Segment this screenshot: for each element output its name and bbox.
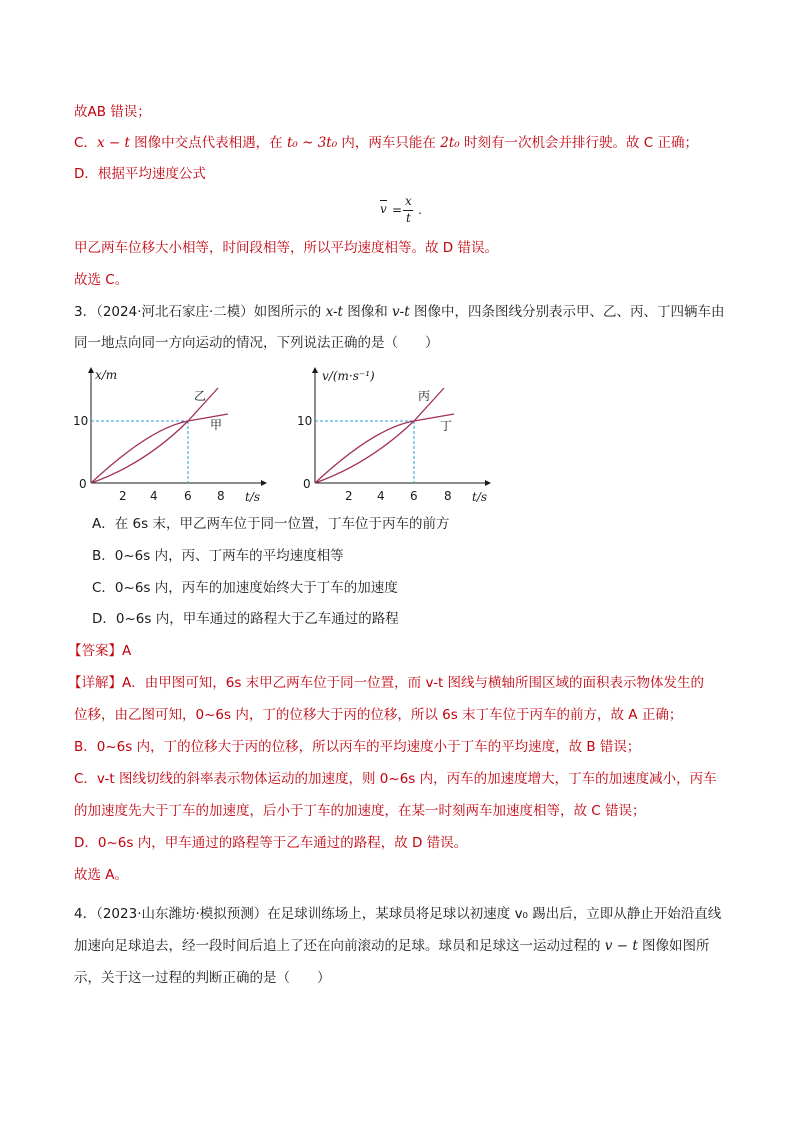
xt-y-10-label: 10 [73,414,89,428]
vt-tick-6: 6 [410,489,418,503]
vt-x-label: t/s [472,490,488,504]
vt-tick-2: 2 [345,489,353,503]
xt-tick-4: 4 [150,489,158,503]
prev-line-2: C．x − t 图像中交点代表相遇，在 t₀ ~ 3t₀ 内，两车只能在 2t₀ 时刻有一次机会并排行驶。故 C 正确； [74,135,698,151]
vt-curve-ding [315,414,454,483]
prev-line-4: 甲乙两车位移大小相等，时间段相等，所以平均速度相等。故 D 错误。 [74,240,498,256]
q3-conclusion: 故选 A。 [74,867,129,883]
prev-line-3: D．根据平均速度公式 [74,166,206,182]
q3-detail-line-3: B．0~6s 内，丁的位移大于丙的位移，所以丙车的平均速度小于丁车的平均速度，故 B 错误； [74,739,641,755]
q3-detail-line-5: 的加速度先大于丁车的加速度，后小于丁车的加速度，在某一时刻两车加速度相等，故 C 错误； [74,803,646,819]
q3-option-b: B．0~6s 内，丙、丁两车的平均速度相等 [92,548,344,564]
q4-line-3: 示，关于这一过程的判断正确的是（ ） [74,970,331,986]
vt-y-10-label: 10 [297,414,313,428]
xt-tick-2: 2 [119,489,127,503]
q3-detail-line-6: D．0~6s 内，甲车通过的路程等于乙车通过的路程，故 D 错误。 [74,835,468,851]
average-velocity-formula: v = x t . [380,194,422,225]
xt-curve-jia [91,414,228,483]
q3-answer: 【答案】A [68,643,132,659]
prev-line-5: 故选 C。 [74,272,129,288]
q3-option-a: A．在 6s 末，甲乙两车位于同一位置，丁车位于丙车的前方 [92,516,450,532]
xt-tick-6: 6 [184,489,192,503]
vt-curve-label-bing: 丙 [418,389,431,403]
xt-origin-label: 0 [79,477,87,491]
q3-stem-line-2: 同一地点向同一方向运动的情况，下列说法正确的是（ ） [74,335,439,351]
vt-tick-8: 8 [444,489,452,503]
xt-tick-8: 8 [217,489,225,503]
xt-curve-label-yi: 乙 [194,389,207,403]
q3-stem-line-1: 3．（2024·河北石家庄·二模）如图所示的 x-t 图像和 v-t 图像中，四条图线分别表示甲、乙、丙、丁四辆车由 [74,304,725,320]
q3-option-c: C．0~6s 内，丙车的加速度始终大于丁车的加速度 [92,580,398,596]
xt-x-label: t/s [245,490,261,504]
vt-graph [294,362,504,507]
q3-detail-line-1: 【详解】A．由甲图可知，6s 末甲乙两车位于同一位置，而 v-t 图线与横轴所围区域的面积表示物体发生的 [68,675,705,691]
vt-y-label: v/(m·s⁻¹) [322,369,375,383]
q4-line-2: 加速向足球追去，经一段时间后追上了还在向前滚动的足球。球员和足球这一运动过程的 v − t 图像如图所 [74,938,710,954]
q3-detail-line-2: 位移，由乙图可知，0~6s 内，丁的位移大于丙的位移，所以 6s 末丁车位于丙车的前方，故 A 正确； [74,707,683,723]
xt-y-label: x/m [95,368,118,382]
q3-option-d: D．0~6s 内，甲车通过的路程大于乙车通过的路程 [92,611,399,627]
xt-graph [70,362,280,507]
vt-origin-label: 0 [303,477,311,491]
xt-curve-label-jia: 甲 [210,418,223,432]
q3-detail-line-4: C．v-t 图线切线的斜率表示物体运动的加速度，则 0~6s 内，丙车的加速度增大，丁车的加速度减小，丙车 [74,771,717,787]
prev-line-1: 故AB 错误； [74,104,151,120]
vt-tick-4: 4 [377,489,385,503]
vt-curve-label-ding: 丁 [440,419,453,433]
q4-line-1: 4．（2023·山东潍坊·模拟预测）在足球训练场上，某球员将足球以初速度 v₀ 踢出后，立即从静止开始沿直线 [74,906,722,922]
